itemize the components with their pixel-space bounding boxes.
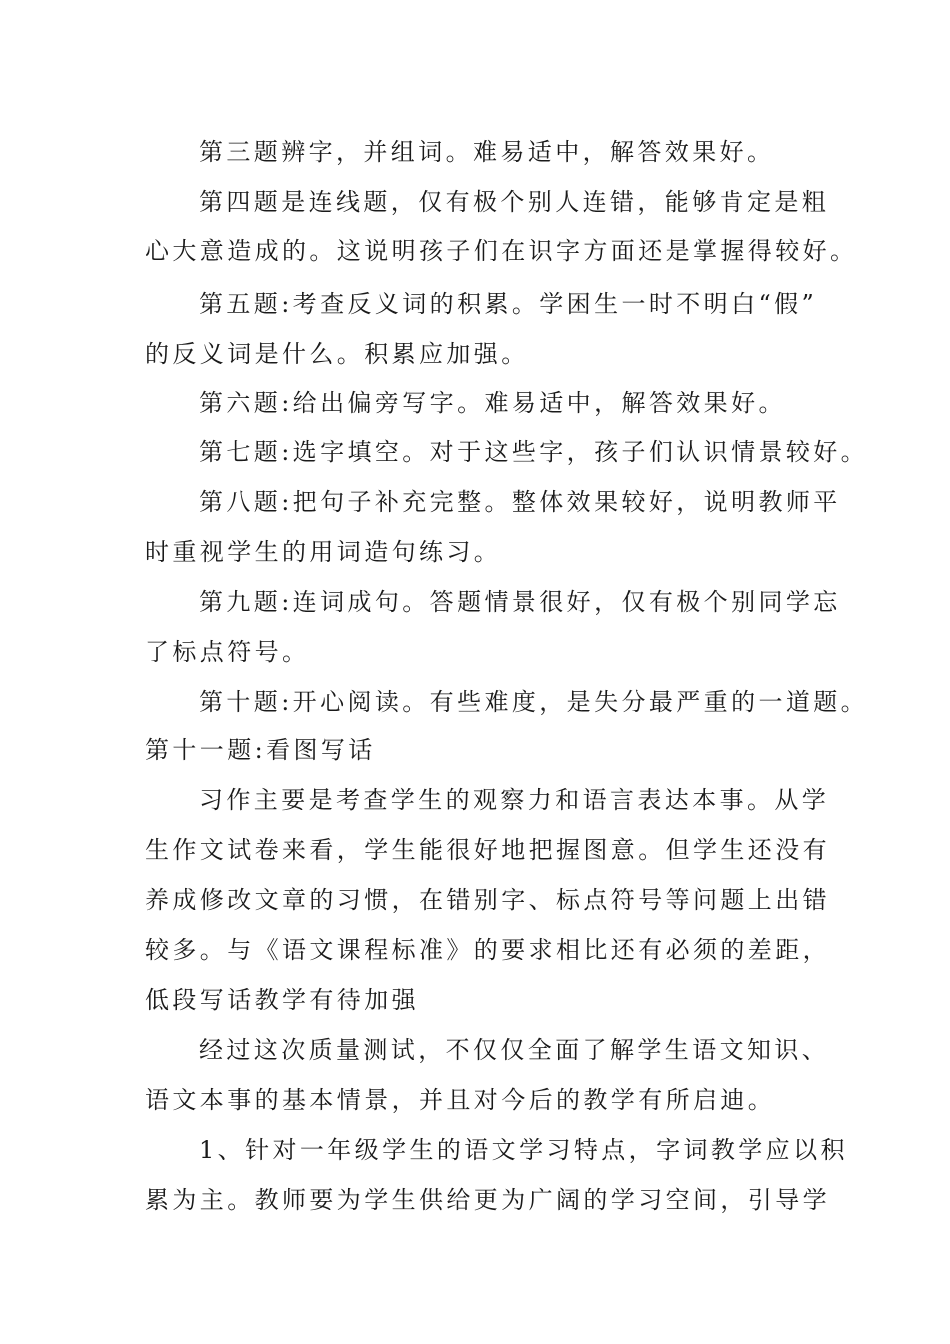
text-line: 养成修改文章的习惯，在错别字、标点符号等问题上出错 bbox=[145, 886, 830, 914]
text-line: 第九题:连词成句。答题情景很好，仅有极个别同学忘 bbox=[199, 588, 841, 616]
text-line: 第五题:考查反义词的积累。学困生一时不明白“假” bbox=[199, 290, 818, 318]
text-line: 第六题:给出偏旁写字。难易适中，解答效果好。 bbox=[199, 389, 786, 417]
text-line: 累为主。教师要为学生供给更为广阔的学习空间，引导学 bbox=[145, 1186, 830, 1214]
text-line: 第四题是连线题，仅有极个别人连错，能够肯定是粗 bbox=[199, 188, 830, 216]
text-line: 低段写话教学有待加强 bbox=[145, 986, 419, 1014]
text-line: 第十题:开心阅读。有些难度，是失分最严重的一道题。 bbox=[199, 688, 869, 716]
text-line: 习作主要是考查学生的观察力和语言表达本事。从学 bbox=[199, 786, 830, 814]
text-line: 生作文试卷来看，学生能很好地把握图意。但学生还没有 bbox=[145, 836, 830, 864]
text-line: 较多。与《语文课程标准》的要求相比还有必须的差距， bbox=[145, 936, 830, 964]
text-line: 时重视学生的用词造句练习。 bbox=[145, 538, 502, 566]
text-line: 第八题:把句子补充完整。整体效果较好，说明教师平 bbox=[199, 488, 841, 516]
text-line: 第十一题:看图写话 bbox=[145, 736, 376, 764]
text-line: 1、针对一年级学生的语文学习特点，字词教学应以积 bbox=[199, 1136, 848, 1164]
text-line: 语文本事的基本情景，并且对今后的教学有所启迪。 bbox=[145, 1086, 776, 1114]
text-line: 第七题:选字填空。对于这些字，孩子们认识情景较好。 bbox=[199, 438, 869, 466]
text-line: 第三题辨字，并组词。难易适中，解答效果好。 bbox=[199, 138, 775, 166]
text-line: 经过这次质量测试，不仅仅全面了解学生语文知识、 bbox=[199, 1036, 830, 1064]
text-line: 心大意造成的。这说明孩子们在识字方面还是掌握得较好。 bbox=[145, 237, 858, 265]
text-line: 的反义词是什么。积累应加强。 bbox=[145, 340, 529, 368]
text-line: 了标点符号。 bbox=[145, 638, 310, 666]
